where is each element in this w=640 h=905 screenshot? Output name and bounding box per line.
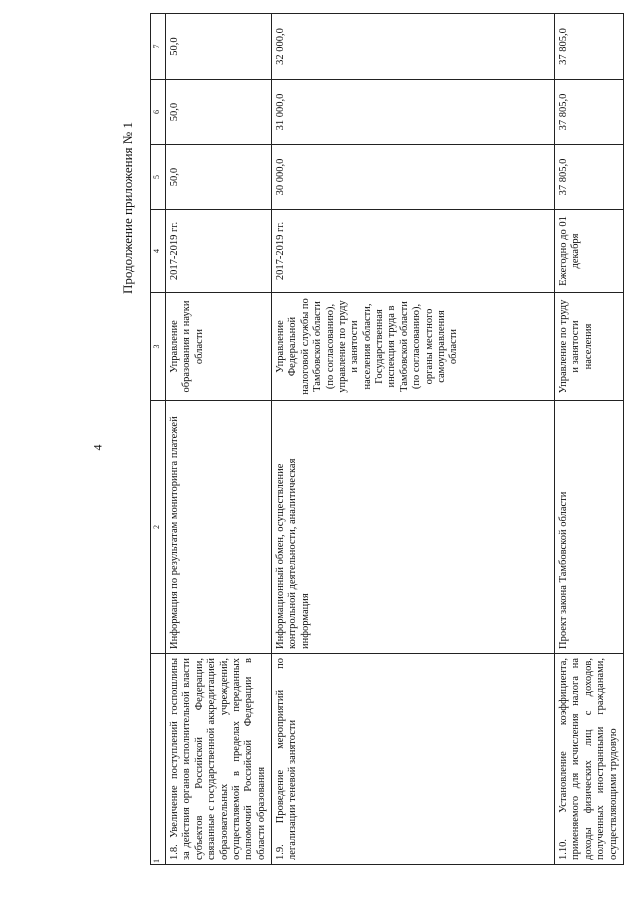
period-cell: 2017-2019 гг. (272, 210, 555, 293)
executor-cell: Управление образования и науки области (166, 293, 272, 401)
rotated-table-container (150, 28, 619, 865)
value-2017-cell: 37 805,0 (555, 145, 624, 210)
table-row (166, 14, 272, 865)
header-col-3: 3 (151, 293, 166, 401)
value-2018-cell: 37 805,0 (555, 80, 624, 145)
result-cell: Проект закона Тамбовской области (555, 401, 624, 654)
value-2018-cell: 50,0 (166, 80, 272, 145)
page-number: 4 (90, 444, 105, 451)
measure-cell: 1.10. Установление коэффициента, применяемого для исчисления налога на доходы физических лиц с доходов, полученных иностранными гражданами, осуществляющими трудовую (555, 654, 624, 865)
measure-cell: 1.9. Проведение мероприятий по легализации теневой занятости (272, 654, 555, 865)
value-2018-cell: 31 000,0 (272, 80, 555, 145)
table-row (555, 14, 624, 865)
executor-cell: Управление по труду и занятости населения (555, 293, 624, 401)
value-2019-cell: 37 805,0 (555, 14, 624, 80)
period-cell: Ежегодно до 01 декабря (555, 210, 624, 293)
header-col-5: 5 (151, 145, 166, 210)
value-2019-cell: 32 000,0 (272, 14, 555, 80)
header-col-4: 4 (151, 210, 166, 293)
table-area (150, 28, 619, 865)
period-cell: 2017-2019 гг. (166, 210, 272, 293)
value-2017-cell: 30 000,0 (272, 145, 555, 210)
header-col-1: 1 (151, 654, 166, 865)
header-col-2: 2 (151, 401, 166, 654)
result-cell: Информация по результатам мониторинга платежей (166, 401, 272, 654)
header-col-6: 6 (151, 80, 166, 145)
result-cell: Информационный обмен, осуществление контрольной деятельности, аналитическая информация (272, 401, 555, 654)
header-col-7: 7 (151, 14, 166, 80)
table-row (272, 14, 555, 865)
header-row (151, 14, 166, 865)
measure-cell: 1.8. Увеличение поступлений госпошлины за действия органов исполнительной власти субъектов Российской Федерации, связанные с государственной аккредитацией образовательных учреждений, осуществляемой в пределах переданных полномочий Российской Федерации в области образования (166, 654, 272, 865)
executor-cell: Управление Федеральной налоговой службы по Тамбовской области (по согласованию), управление по труду и занятости населения области, Государственная инспекция труда в Тамбовской области (по согласованию), органы местного самоуправления области (272, 293, 555, 401)
value-2019-cell: 50,0 (166, 14, 272, 80)
value-2017-cell: 50,0 (166, 145, 272, 210)
appendix-caption: Продолжение приложения № 1 (120, 122, 135, 294)
appendix-caption-wrap (118, 122, 138, 294)
measures-table (150, 13, 624, 865)
